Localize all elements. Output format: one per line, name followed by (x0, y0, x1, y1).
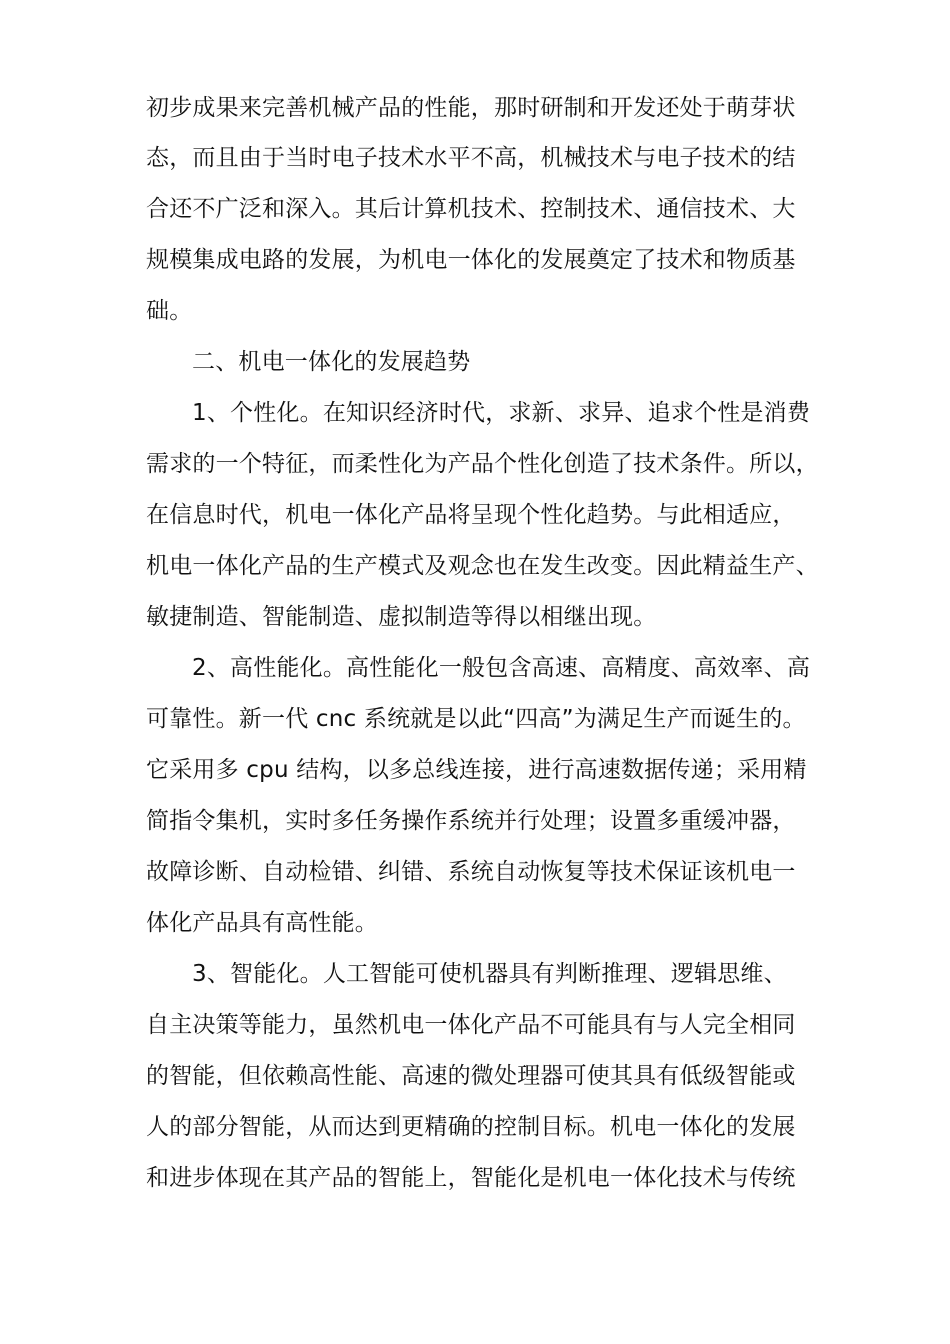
text-line: 础。 (146, 298, 193, 324)
text-line: 和进步体现在其产品的智能上，智能化是机电一体化技术与传统 (146, 1165, 796, 1191)
text-line: 需求的一个特征，而柔性化为产品个性化创造了技术条件。所以， (146, 451, 819, 477)
text-line: 它采用多 cpu 结构，以多总线连接，进行高速数据传递；采用精 (146, 757, 807, 783)
section-heading: 二、机电一体化的发展趋势 (192, 349, 471, 375)
text-line: 故障诊断、自动检错、纠错、系统自动恢复等技术保证该机电一 (146, 859, 796, 885)
text-line: 体化产品具有高性能。 (146, 910, 378, 936)
text-line: 规模集成电路的发展，为机电一体化的发展奠定了技术和物质基 (146, 247, 796, 273)
text-line: 人的部分智能，从而达到更精确的控制目标。机电一体化的发展 (146, 1114, 796, 1140)
text-line: 敏捷制造、智能制造、虚拟制造等得以相继出现。 (146, 604, 657, 630)
text-line: 3、智能化。人工智能可使机器具有判断推理、逻辑思维、 (192, 961, 787, 987)
text-line: 初步成果来完善机械产品的性能，那时研制和开发还处于萌芽状 (146, 95, 796, 121)
text-line: 自主决策等能力，虽然机电一体化产品不可能具有与人完全相同 (146, 1012, 796, 1038)
text-line: 态，而且由于当时电子技术水平不高，机械技术与电子技术的结 (146, 145, 796, 171)
text-line: 的智能，但依赖高性能、高速的微处理器可使其具有低级智能或 (146, 1063, 796, 1089)
text-line: 合还不广泛和深入。其后计算机技术、控制技术、通信技术、大 (146, 196, 796, 222)
text-line: 1、个性化。在知识经济时代，求新、求异、追求个性是消费 (192, 400, 811, 426)
text-line: 可靠性。新一代 cnc 系统就是以此“四高”为满足生产而诞生的。 (146, 706, 806, 732)
text-line: 2、高性能化。高性能化一般包含高速、高精度、高效率、高 (192, 655, 811, 681)
text-line: 机电一体化产品的生产模式及观念也在发生改变。因此精益生产、 (146, 553, 819, 579)
text-line: 在信息时代，机电一体化产品将呈现个性化趋势。与此相适应， (146, 502, 796, 528)
text-line: 简指令集机，实时多任务操作系统并行处理；设置多重缓冲器， (146, 808, 796, 834)
